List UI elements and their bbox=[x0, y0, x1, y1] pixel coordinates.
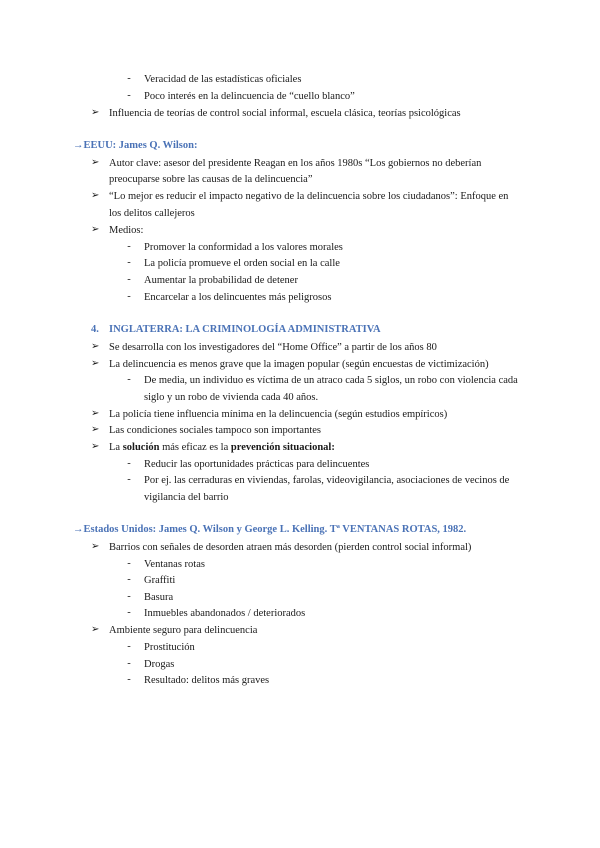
bullet-text-cont: preocuparse sobre las causas de la delincuencia” bbox=[109, 174, 313, 185]
list-item: Veracidad de las estadísticas oficiales bbox=[144, 74, 302, 85]
bullet-text-cont: los delitos callejeros bbox=[109, 208, 195, 219]
list-item: Ventanas rotas bbox=[144, 559, 205, 570]
dash-marker: - bbox=[127, 641, 131, 652]
arrow-bullet-icon: ➢ bbox=[91, 224, 100, 235]
dash-marker: - bbox=[127, 374, 131, 385]
section-heading: INGLATERRA: LA CRIMINOLOGÍA ADMINISTRATIVA bbox=[109, 324, 381, 335]
dash-marker: - bbox=[127, 558, 131, 569]
bold-term: prevención situacional: bbox=[230, 442, 335, 453]
bullet-text: Se desarrolla con los investigadores del “Home Office” a partir de los años 80 bbox=[109, 342, 437, 353]
dash-marker: - bbox=[127, 291, 131, 302]
bullet-text: Las condiciones sociales tampoco son importantes bbox=[109, 425, 321, 436]
list-item: Promover la conformidad a los valores morales bbox=[144, 242, 343, 253]
dash-marker: - bbox=[127, 458, 131, 469]
dash-marker: - bbox=[127, 73, 131, 84]
arrow-bullet-icon: ➢ bbox=[91, 624, 100, 635]
arrow-bullet-icon: ➢ bbox=[91, 107, 100, 118]
list-item: De media, un individuo es víctima de un atraco cada 5 siglos, un robo con violencia cada bbox=[144, 375, 518, 386]
text-run: La bbox=[109, 442, 123, 453]
section-number: 4. bbox=[91, 324, 99, 335]
bullet-text: Autor clave: asesor del presidente Reagan en los años 1980s “Los gobiernos no deberían bbox=[109, 158, 482, 169]
list-item: Por ej. las cerraduras en viviendas, farolas, videovigilancia, asociaciones de vecinos de bbox=[144, 475, 510, 486]
dash-marker: - bbox=[127, 674, 131, 685]
list-item: Inmuebles abandonados / deteriorados bbox=[144, 608, 306, 619]
bullet-text: Influencia de teorías de control social informal, escuela clásica, teorías psicológicas bbox=[109, 108, 461, 119]
arrow-bullet-icon: ➢ bbox=[91, 157, 100, 168]
dash-marker: - bbox=[127, 241, 131, 252]
bullet-text: “Lo mejor es reducir el impacto negativo de la delincuencia sobre los ciudadanos”: Enfoque en bbox=[109, 191, 509, 202]
list-item: Poco interés en la delincuencia de “cuello blanco” bbox=[144, 91, 355, 102]
list-item: Aumentar la probabilidad de detener bbox=[144, 275, 298, 286]
arrow-bullet-icon: ➢ bbox=[91, 408, 100, 419]
arrow-bullet-icon: ➢ bbox=[91, 541, 100, 552]
bullet-text: La policía tiene influencia mínima en la delincuencia (según estudios empíricos) bbox=[109, 409, 448, 420]
dash-marker: - bbox=[127, 274, 131, 285]
dash-marker: - bbox=[127, 607, 131, 618]
arrow-bullet-icon: ➢ bbox=[91, 358, 100, 369]
bullet-text: Barrios con señales de desorden atraen más desorden (pierden control social informal) bbox=[109, 542, 472, 553]
list-item: Basura bbox=[144, 592, 174, 603]
list-item: Encarcelar a los delincuentes más peligrosos bbox=[144, 292, 332, 303]
bold-term: solución bbox=[122, 442, 160, 453]
bullet-text: La delincuencia es menos grave que la imagen popular (según encuestas de victimización) bbox=[109, 359, 489, 370]
text-run: más eficaz es la bbox=[159, 442, 231, 453]
arrow-bullet-icon: ➢ bbox=[91, 424, 100, 435]
list-item: Prostitución bbox=[144, 642, 195, 653]
list-item: La policía promueve el orden social en la calle bbox=[144, 258, 340, 269]
section-heading: →EEUU: James Q. Wilson: bbox=[73, 140, 198, 151]
list-item: Reducir las oportunidades prácticas para delincuentes bbox=[144, 459, 370, 470]
dash-marker: - bbox=[127, 257, 131, 268]
dash-marker: - bbox=[127, 474, 131, 485]
list-item: Resultado: delitos más graves bbox=[144, 675, 270, 686]
bullet-text bbox=[109, 441, 335, 455]
list-item: Drogas bbox=[144, 659, 175, 670]
list-item-cont: siglo y un robo de vivienda cada 40 años. bbox=[144, 392, 319, 403]
bullet-text: Medios: bbox=[109, 225, 144, 236]
bullet-text: Ambiente seguro para delincuencia bbox=[109, 625, 258, 636]
dash-marker: - bbox=[127, 574, 131, 585]
dash-marker: - bbox=[127, 658, 131, 669]
arrow-bullet-icon: ➢ bbox=[91, 341, 100, 352]
section-heading: →Estados Unidos: James Q. Wilson y George L. Kelling. Tª VENTANAS ROTAS, 1982. bbox=[73, 524, 467, 535]
arrow-bullet-icon: ➢ bbox=[91, 441, 100, 452]
arrow-bullet-icon: ➢ bbox=[91, 190, 100, 201]
dash-marker: - bbox=[127, 90, 131, 101]
list-item-cont: vigilancia del barrio bbox=[144, 492, 229, 503]
list-item: Graffiti bbox=[144, 575, 176, 586]
dash-marker: - bbox=[127, 591, 131, 602]
